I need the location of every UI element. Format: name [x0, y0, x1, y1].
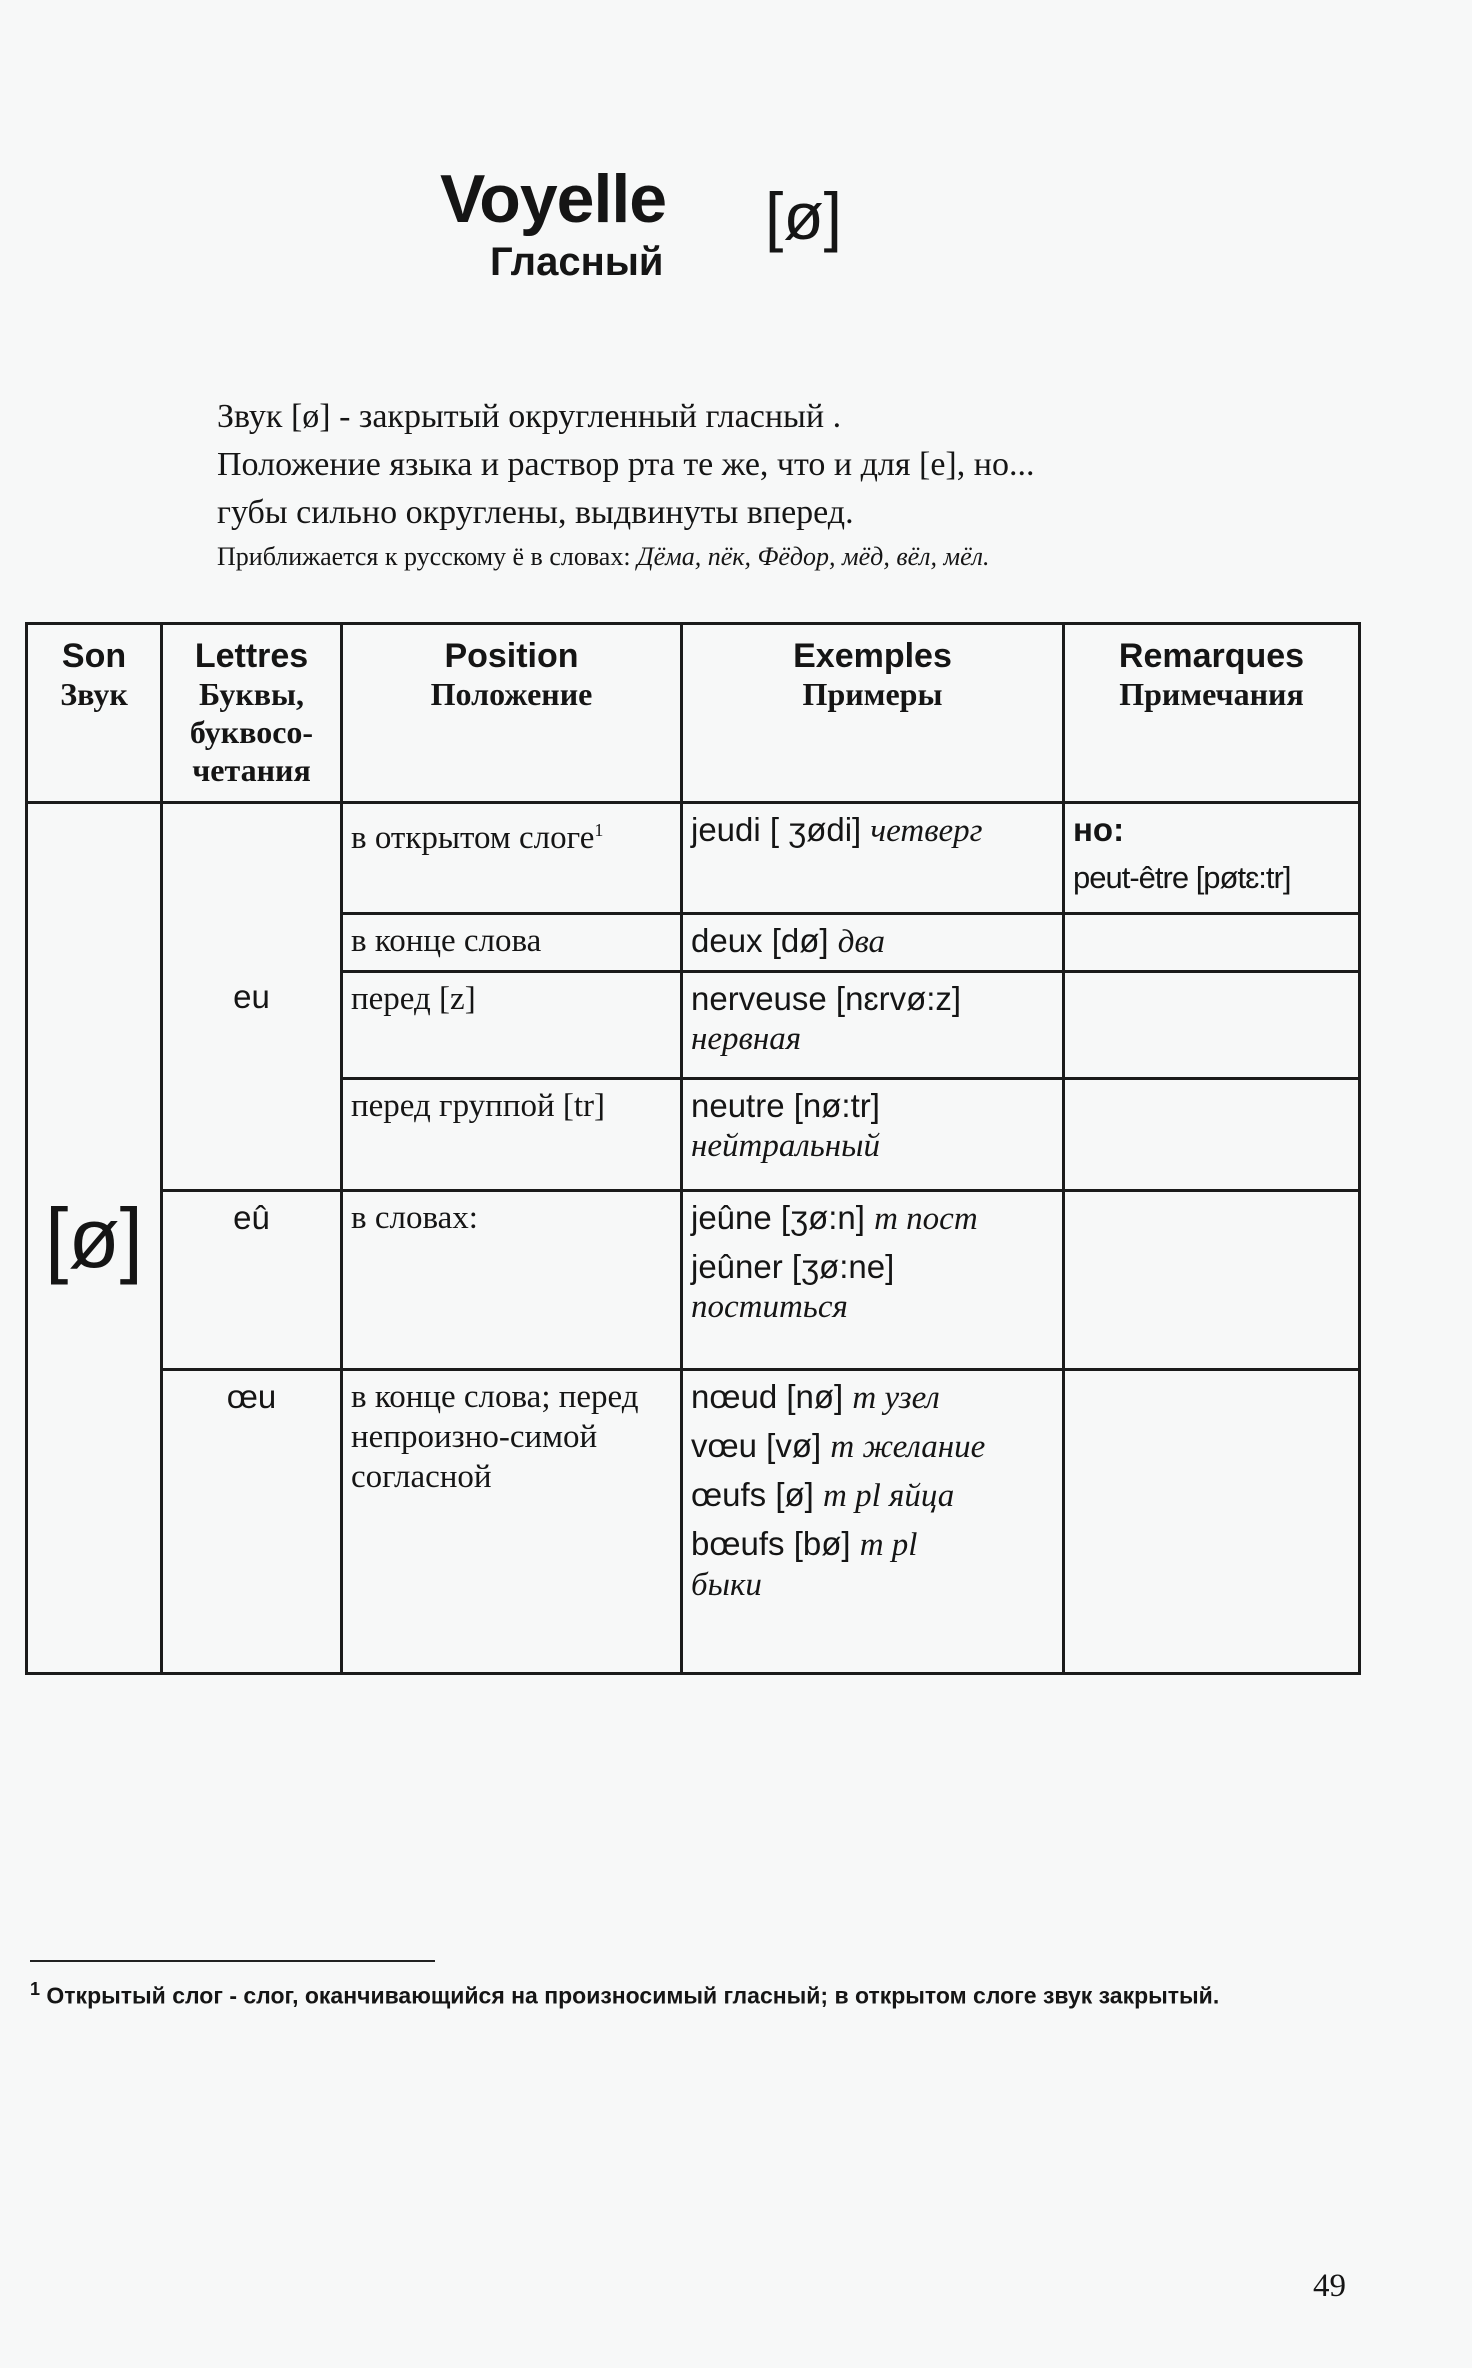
sound-symbol: [ø] [27, 803, 162, 1674]
example-nerveuse: nerveuse [nɛrvø:z] нервная [682, 971, 1064, 1078]
footnote-divider [30, 1960, 435, 1962]
position-end-silent-consonant: в конце слова; перед непроизно-симой согласной [342, 1370, 682, 1674]
remark-empty [1064, 913, 1360, 971]
remark-empty [1064, 971, 1360, 1078]
position-in-words: в словах: [342, 1191, 682, 1370]
table-row [27, 1370, 1360, 1674]
letters-oeu: œu [162, 1370, 342, 1674]
remark-empty [1064, 1191, 1360, 1370]
intro-line-4-prefix: Приближается к русскому ё в словах: [217, 542, 638, 571]
footnote: $^1$ Открытый слог - слог, оканчивающийся на произносимый гласный; в открытом слоге звук закрытый. [30, 1979, 1220, 2009]
header-lettres: Lettres Буквы, буквосо-четания [162, 624, 342, 803]
letters-eu: eu [162, 803, 342, 1191]
header-position: Position Положение [342, 624, 682, 803]
example-neutre: neutre [nø:tr] нейтральный [682, 1078, 1064, 1191]
sound-table [25, 622, 1361, 1675]
remark-empty [1064, 1370, 1360, 1674]
title-french: Voyelle [440, 161, 667, 237]
remark-peut-etre: но: peut-être [pøtɛ:tr] [1064, 803, 1360, 914]
example-noeud: nœud [nø] m узел vœu [vø] m желание œufs [ø] m pl яйца bœufs [bø] m pl быки [682, 1370, 1064, 1674]
letters-eu-circumflex: eû [162, 1191, 342, 1370]
header-remarques: Remarques Примечания [1064, 624, 1360, 803]
table-row [27, 1191, 1360, 1370]
page-number: 49 [1313, 2268, 1346, 2304]
intro-line-3: губы сильно округлены, выдвинуты вперед. [217, 494, 854, 531]
header-son: Son Звук [27, 624, 162, 803]
page-title [440, 160, 900, 300]
example-jeudi: jeudi [ ʒødi] четверг [682, 803, 1064, 914]
intro-text [217, 393, 1257, 577]
table-header-row [27, 624, 1360, 803]
table-row [27, 803, 1360, 914]
header-exemples: Exemples Примеры [682, 624, 1064, 803]
position-before-tr: перед группой [tr] [342, 1078, 682, 1191]
intro-line-2: Положение языка и раствор рта те же, что и для [e], но... [217, 446, 1035, 483]
position-end-of-word: в конце слова [342, 913, 682, 971]
title-symbol: [ø] [765, 179, 842, 253]
title-russian: Гласный [490, 240, 664, 284]
intro-line-1: Звук [ø] - закрытый округленный гласный . [217, 398, 842, 435]
example-jeune: jeûne [ʒø:n] m пост jeûner [ʒø:ne] поститься [682, 1191, 1064, 1370]
position-before-z: перед [z] [342, 971, 682, 1078]
intro-line-4 [217, 537, 1257, 577]
position-open-syllable: в открытом слоге$^1$ [342, 803, 682, 914]
intro-line-4-words: Дёма, пёк, Фёдор, мёд, вёл, мёл. [637, 542, 990, 571]
example-deux: deux [dø] два [682, 913, 1064, 971]
footnote-reference: 1 [594, 820, 604, 841]
remark-empty [1064, 1078, 1360, 1191]
